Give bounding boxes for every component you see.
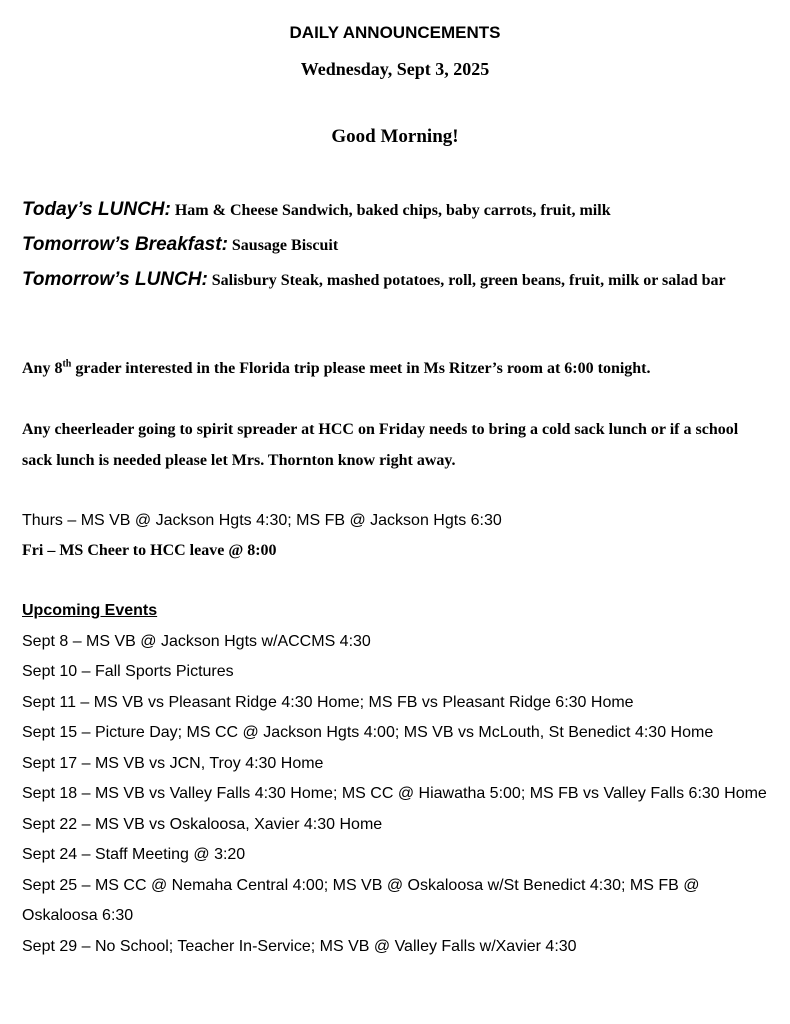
date: Wednesday, Sept 3, 2025 [300,59,490,79]
menu-label: Tomorrow’s LUNCH: [22,269,208,290]
menu [22,193,767,298]
event-item: Sept 17 – MS VB vs JCN, Troy 4:30 Home [22,754,324,772]
schedule-fri: Fri – MS Cheer to HCC leave @ 8:00 [22,542,277,559]
menu-label: Today’s LUNCH: [22,199,171,220]
event-item: Sept 18 – MS VB vs Valley Falls 4:30 Home; MS CC @ Hiawatha 5:00; MS FB vs Valley Falls 6:30 Home [22,785,767,802]
event-item: Sept 15 – Picture Day; MS CC @ Jackson Hgts 4:00; MS VB vs McLouth, St Benedict 4:30 Home [22,724,714,741]
schedule-thurs: Thurs – MS VB @ Jackson Hgts 4:30; MS FB @ Jackson Hgts 6:30 [22,512,502,529]
announcement-florida-trip [22,354,767,385]
event-list [22,627,767,963]
text: grader interested in the Florida trip please meet in Ms Ritzer’s room at 6:00 tonight. [71,360,651,377]
event-item: Sept 8 – MS VB @ Jackson Hgts w/ACCMS 4:30 [22,632,371,650]
menu-text: Sausage Biscuit [231,237,339,254]
upcoming-heading: Upcoming Events [22,602,158,619]
text: Any 8 [22,360,63,377]
event-item: Sept 29 – No School; Teacher In-Service; MS VB @ Valley Falls w/Xavier 4:30 [22,937,577,955]
event-item: Sept 25 – MS CC @ Nemaha Central 4:00; MS VB @ Oskaloosa w/St Benedict 4:30; MS FB @ Oskaloosa 6:30 [22,876,700,924]
menu-label: Tomorrow’s Breakfast: [22,234,228,255]
menu-item-today-lunch [22,193,767,228]
event-item: Sept 22 – MS VB vs Oskaloosa, Xavier 4:30 Home [22,815,383,833]
greeting: Good Morning! [331,126,459,147]
event-item: Sept 11 – MS VB vs Pleasant Ridge 4:30 Home; MS FB vs Pleasant Ridge 6:30 Home [22,693,634,711]
menu-text: Salisbury Steak, mashed potatoes, roll, green beans, fruit, milk or salad bar [211,272,726,289]
menu-item-tomorrow-lunch [22,263,767,298]
menu-text: Ham & Cheese Sandwich, baked chips, baby carrots, fruit, milk [174,202,611,219]
menu-item-tomorrow-breakfast [22,228,767,263]
announcement-cheer: Any cheerleader going to spirit spreader at HCC on Friday needs to bring a cold sack lunch or if a school sack lunch is needed please let Mrs. Thornton know right away. [22,421,739,469]
superscript: th [62,358,72,370]
upcoming-events [22,596,767,962]
event-item: Sept 24 – Staff Meeting @ 3:20 [22,846,246,863]
page-title: DAILY ANNOUNCEMENTS [289,23,501,42]
event-item: Sept 10 – Fall Sports Pictures [22,663,234,680]
